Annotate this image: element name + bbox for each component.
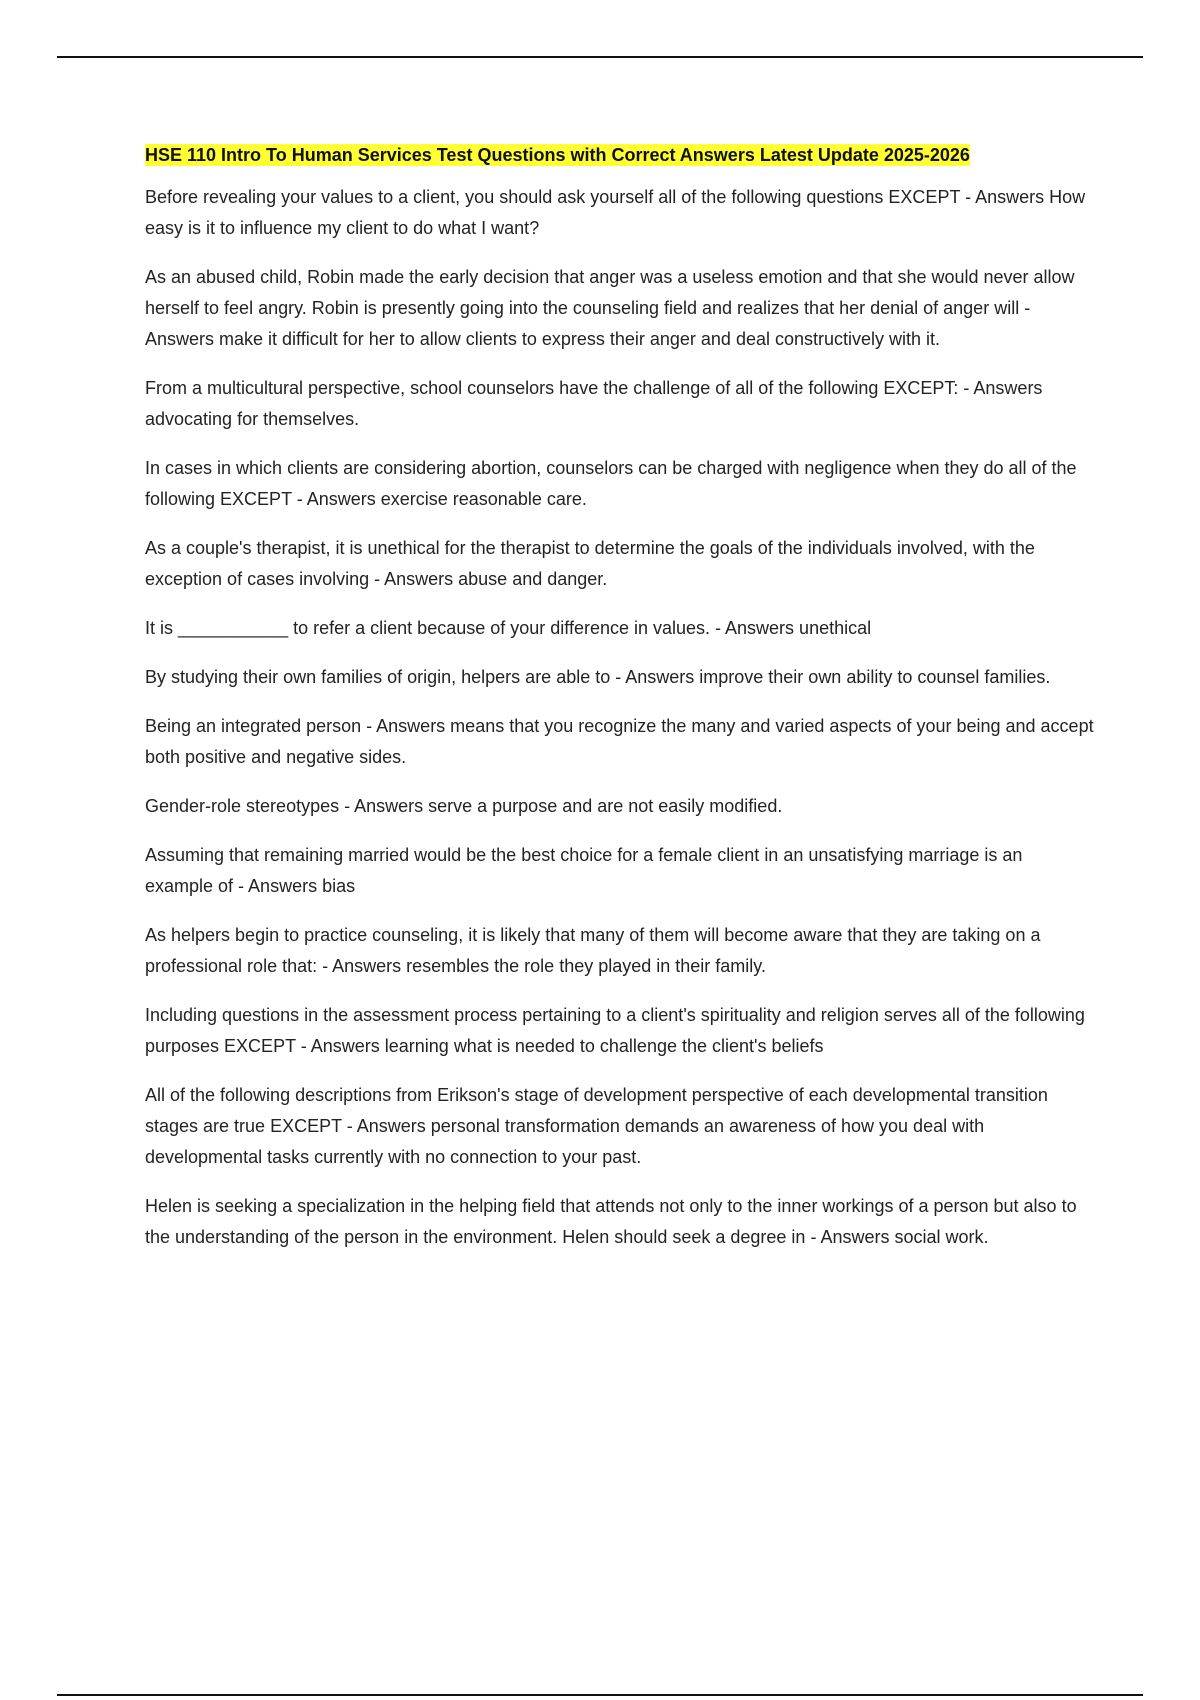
qa-item: In cases in which clients are considering abortion, counselors can be charged with negligence when they do all of the following EXCEPT - Answers exercise reasonable care. (145, 458, 1077, 509)
qa-item: As a couple's therapist, it is unethical for the therapist to determine the goals of the individuals involved, with the exception of cases involving - Answers abuse and danger. (145, 538, 1035, 589)
top-rule (57, 56, 1143, 58)
document-title: HSE 110 Intro To Human Services Test Questions with Correct Answers Latest Update 2025-2026 (145, 145, 970, 165)
qa-item: By studying their own families of origin, helpers are able to - Answers improve their own ability to counsel families. (145, 667, 1051, 687)
qa-item: It is ___________ to refer a client because of your difference in values. - Answers unethical (145, 618, 872, 638)
document-body (145, 144, 1095, 1271)
qa-item: As an abused child, Robin made the early decision that anger was a useless emotion and that she would never allow herself to feel angry. Robin is presently going into the counseling field and realizes that her denial of anger will - Answers make it difficult for her to allow clients to express their anger and deal constructively with it. (145, 267, 1075, 349)
qa-list (145, 182, 1095, 1253)
qa-item: Including questions in the assessment process pertaining to a client's spirituality and religion serves all of the following purposes EXCEPT - Answers learning what is needed to challenge the client's beliefs (145, 1005, 1085, 1056)
qa-item: Helen is seeking a specialization in the helping field that attends not only to the inner workings of a person but also to the understanding of the person in the environment. Helen should seek a degree in - Answers social work. (145, 1196, 1077, 1247)
qa-item: Being an integrated person - Answers means that you recognize the many and varied aspects of your being and accept both positive and negative sides. (145, 716, 1094, 767)
bottom-rule (57, 1694, 1143, 1696)
qa-item: From a multicultural perspective, school counselors have the challenge of all of the following EXCEPT: - Answers advocating for themselves. (145, 378, 1043, 429)
qa-item: Assuming that remaining married would be the best choice for a female client in an unsatisfying marriage is an example of - Answers bias (145, 845, 1023, 896)
qa-item: All of the following descriptions from Erikson's stage of development perspective of each developmental transition stages are true EXCEPT - Answers personal transformation demands an awareness of how you deal with developmental tasks currently with no connection to your past. (145, 1085, 1048, 1167)
qa-item: Before revealing your values to a client, you should ask yourself all of the following questions EXCEPT - Answers How easy is it to influence my client to do what I want? (145, 187, 1086, 238)
qa-item: Gender-role stereotypes - Answers serve a purpose and are not easily modified. (145, 796, 783, 816)
qa-item: As helpers begin to practice counseling, it is likely that many of them will become aware that they are taking on a professional role that: - Answers resembles the role they played in their family. (145, 925, 1041, 976)
